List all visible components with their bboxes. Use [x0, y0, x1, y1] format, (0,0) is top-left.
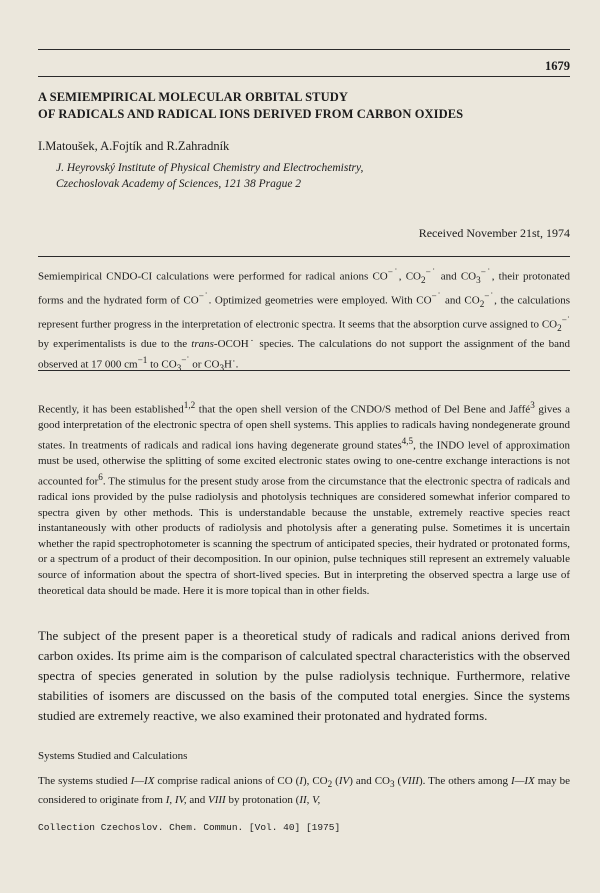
page-number: 1679 — [545, 59, 570, 73]
charge-sup: −˙ — [425, 267, 437, 277]
journal-citation: Collection Czechoslov. Chem. Commun. [Vol. 40] [1975] — [38, 822, 341, 833]
received-date: Received November 21st, 1974 — [418, 226, 570, 240]
subscript: 3 — [476, 274, 481, 285]
subscript: 2 — [557, 322, 562, 333]
abstract-top-rule — [38, 256, 570, 257]
systems-paragraph — [38, 774, 570, 808]
abstract-text: and CO — [441, 294, 480, 307]
charge-sup: −˙ — [431, 290, 442, 301]
abstract-text: or CO — [189, 358, 220, 371]
authors: I.Matoušek, A.Fojtík and R.Zahradník — [38, 139, 230, 153]
subscript: 3 — [176, 362, 182, 373]
subscript: 3 — [219, 362, 225, 373]
subscript: 2 — [479, 298, 485, 309]
reference-sup: 3 — [530, 400, 535, 410]
header-rule — [38, 76, 570, 77]
subscript: 2 — [327, 779, 333, 790]
reference-sup: 4,5 — [401, 435, 414, 446]
top-rule — [38, 49, 570, 50]
italic-term: VIII — [207, 793, 226, 806]
italic-term: VIII — [401, 775, 419, 787]
reference-sup: 6 — [98, 471, 103, 482]
abstract-text: , CO — [398, 270, 421, 283]
section-heading: Systems Studied and Calculations — [38, 750, 188, 762]
section-text: ), CO — [302, 775, 328, 787]
abstract-text: and CO — [436, 270, 477, 283]
subscript: 3 — [390, 779, 395, 790]
italic-term: I—IX — [130, 775, 155, 787]
section-text: ). The others among — [418, 775, 511, 787]
charge-sup: −˙ — [484, 290, 495, 301]
affiliation-line-2: Czechoslovak Academy of Sciences, 121 38 Prague 2 — [56, 178, 302, 190]
article-title — [38, 89, 573, 123]
affiliation — [56, 160, 536, 192]
italic-term: I—IX — [510, 775, 535, 787]
section-text: ( — [394, 775, 402, 787]
intro-text: that the open shell version of the CNDO/S method of Del Bene and Jaffé — [195, 403, 531, 416]
charge-sup: −˙ — [387, 267, 399, 277]
section-text: The systems studied — [38, 775, 131, 787]
section-text: by protonation ( — [225, 793, 300, 806]
intro-text: Recently, it has been established — [38, 403, 184, 416]
section-text: comprise radical anions of CO ( — [154, 775, 300, 787]
abstract-text: . Optimized geometries were employed. With CO — [208, 294, 432, 307]
italic-term: II, V, — [299, 793, 321, 806]
intro-text: . The stimulus for the present study arose from the circumstance that the electronic spectra of radicals and radical ions provided by the pulse radiolysis and photolysis techniques are considered somewhat inferior compared to spectra given by other methods. This is understandable because the unstable, extremely reactive species react instantaneously with other products of radiolysis and photolysis after a generating pulse. Sometimes it is uncertain whether the rapid spectrophotometer is scanning the spectrum of anticipated species, their hydrated or protonated forms, or a spectrum of a product of their decomposition. In our opinion, pulse techniques still represent an extremely valuable source of information about the spectra of short-lived species. But in interpreting the observed spectra a large use of theoretical data should be made. Here it is more topical than in other fields. — [38, 475, 570, 597]
section-text: and — [186, 793, 208, 806]
title-line-1: A SEMIEMPIRICAL MOLECULAR ORBITAL STUDY — [38, 90, 348, 104]
abstract-text: Semiempirical CNDO-CI calculations were performed for radical anions CO — [38, 270, 388, 283]
affiliation-line-1: J. Heyrovský Institute of Physical Chemistry and Electrochemistry, — [56, 162, 364, 174]
abstract-text: by experimentalists is due to the — [38, 337, 192, 350]
charge-sup: −˙ — [561, 314, 570, 325]
intro-paragraph — [38, 398, 570, 599]
abstract-text: to CO — [147, 358, 177, 371]
reference-sup: 1,2 — [183, 400, 196, 410]
abstract-bottom-rule — [38, 370, 570, 371]
italic-term: I — [299, 775, 303, 787]
charge-sup: −˙ — [181, 354, 190, 365]
charge-sup: −˙ — [198, 290, 209, 301]
italic-term: trans — [191, 337, 214, 350]
abstract-text: , the calculations represent further progress in the interpretation of electronic spectra. It seems that the absorption curve assigned to CO — [38, 294, 571, 331]
subscript: 2 — [421, 274, 426, 285]
section-text: ( — [332, 775, 339, 787]
intro-text: gives a good interpretation of the electronic spectra of open shell systems. This applies to radicals having nondegenerate ground states. In treatments of radicals and radical ions having degenerate ground states — [38, 403, 570, 452]
intro-text: , the INDO level of approximation must be used, otherwise the splitting of some excited electronic states owing to one-centre exchange interactions is not accounted for — [38, 439, 570, 488]
title-line-2: OF RADICALS AND RADICAL IONS DERIVED FROM CARBON OXIDES — [38, 107, 464, 121]
abstract-text: , their protonated forms and the hydrated form of CO — [38, 270, 571, 307]
main-paragraph: The subject of the present paper is a theoretical study of radicals and radical anions derived from carbon oxides. Its prime aim is the comparison of calculated spectral characteristics with the observed spectra of species generated in solution by the pulse radiolysis technique. Furthermore, relative stabilities of isomers are discussed on the basis of the computed total energies. Since the systems studied are extremely reactive, we also examined their protonated and hydrated forms. — [38, 628, 570, 723]
charge-sup: −˙ — [480, 267, 492, 277]
abstract-text: -OCOH˙ species. The calculations do not support the assignment of the band observed at 17 000 cm — [38, 337, 570, 371]
abstract — [38, 264, 570, 375]
italic-term: IV — [338, 775, 350, 787]
italic-term: I, IV, — [165, 793, 187, 806]
section-text: may be considered to originate from — [38, 775, 571, 806]
unit-exponent: −1 — [137, 354, 148, 365]
section-text: ) and CO — [349, 775, 391, 787]
abstract-text: H˙. — [224, 358, 239, 371]
